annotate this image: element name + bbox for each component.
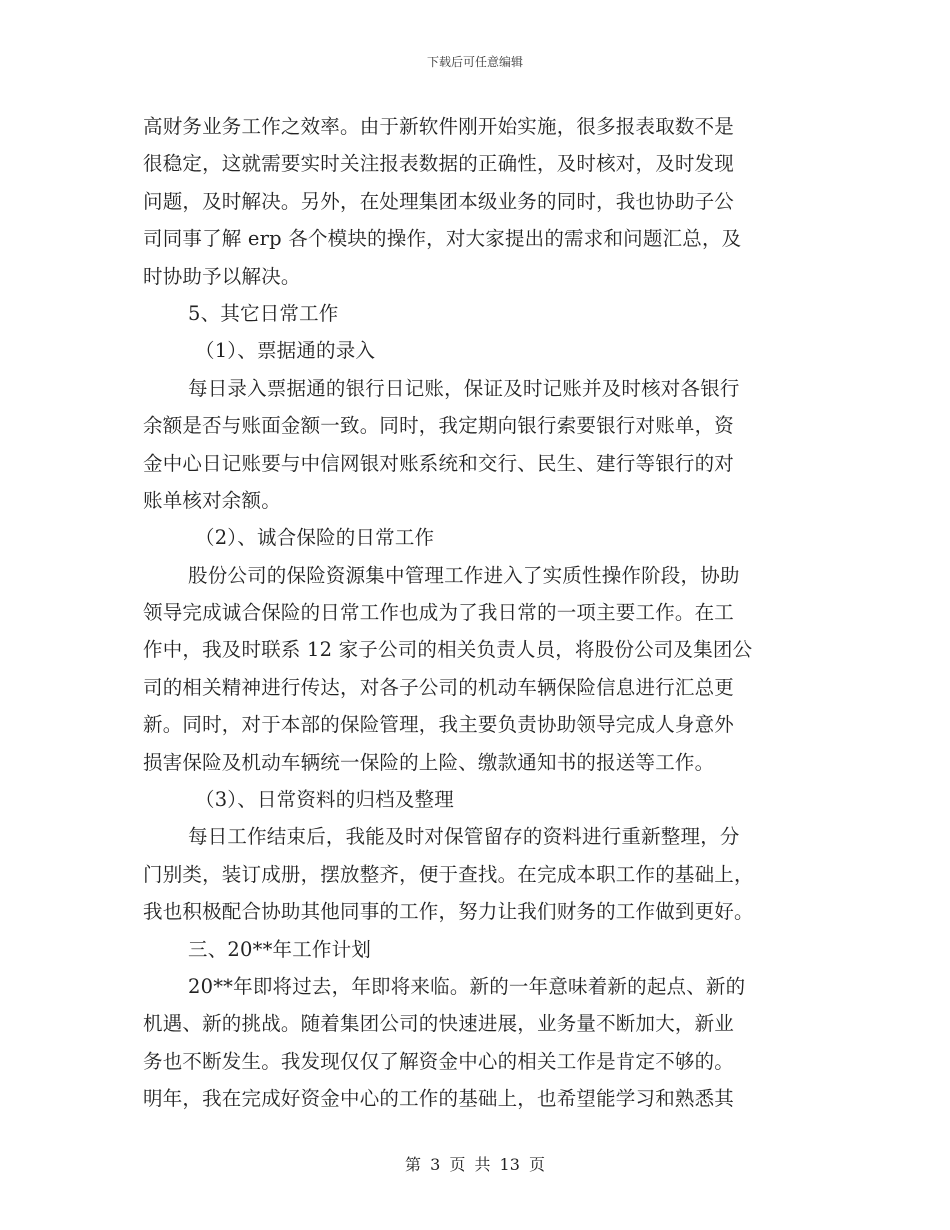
text-line: 领导完成诚合保险的日常工作也成为了我日常的一项主要工作。在工: [143, 601, 735, 625]
text-line: 每日工作结束后，我能及时对保管留存的资料进行重新整理，分: [188, 825, 740, 849]
text-line: 门别类，装订成册，摆放整齐，便于查找。在完成本职工作的基础上，: [143, 862, 754, 886]
text-line: 每日录入票据通的银行日记账，保证及时记账并及时核对各银行: [188, 376, 740, 400]
text-line: 很稳定，这就需要实时关注报表数据的正确性，及时核对，及时发现: [143, 152, 735, 176]
text-line: 机遇、新的挑战。随着集团公司的快速进展，业务量不断加大，新业: [143, 1012, 735, 1036]
text-line: 账单核对余额。: [143, 488, 281, 512]
text-line: 损害保险及机动车辆统一保险的上险、缴款通知书的报送等工作。: [143, 750, 715, 774]
text-line: 时协助予以解决。: [143, 264, 301, 288]
page-footer: 第 3 页 共 13 页: [405, 1155, 545, 1174]
text-line: （2）、诚合保险的日常工作: [195, 526, 435, 550]
page-header: 下载后可任意编辑: [426, 55, 523, 69]
text-line: 司的相关精神进行传达，对各子公司的机动车辆保险信息进行汇总更: [143, 675, 735, 699]
text-line: 新。同时，对于本部的保险管理，我主要负责协助领导完成人身意外: [143, 713, 735, 737]
text-line: （1）、票据通的录入: [195, 339, 376, 363]
text-line: 我也积极配合协助其他同事的工作，努力让我们财务的工作做到更好。: [143, 900, 754, 924]
text-line: 20**年即将过去，年即将来临。新的一年意味着新的起点、新的: [188, 974, 746, 998]
text-line: 问题，及时解决。另外，在处理集团本级业务的同时，我也协助子公: [143, 189, 735, 213]
text-line: 三、20**年工作计划: [188, 937, 372, 961]
text-line: 司同事了解 erp 各个模块的操作，对大家提出的需求和问题汇总，及: [143, 227, 742, 251]
text-line: 务也不断发生。我发现仅仅了解资金中心的相关工作是肯定不够的。: [143, 1049, 735, 1073]
text-line: 股份公司的保险资源集中管理工作进入了实质性操作阶段，协助: [188, 563, 740, 587]
text-line: 余额是否与账面金额一致。同时，我定期向银行索要银行对账单，资: [143, 414, 735, 438]
text-line: （3）、日常资料的归档及整理: [195, 788, 454, 812]
document-body: [143, 108, 813, 1118]
text-line: 金中心日记账要与中信网银对账系统和交行、民生、建行等银行的对: [143, 451, 735, 475]
text-line: 高财务业务工作之效率。由于新软件刚开始实施，很多报表取数不是: [143, 115, 735, 138]
text-line: 5、其它日常工作: [188, 301, 339, 325]
text-line: 明年，我在完成好资金中心的工作的基础上，也希望能学习和熟悉其: [143, 1087, 735, 1111]
text-line: 作中，我及时联系 12 家子公司的相关负责人员，将股份公司及集团公: [143, 638, 753, 662]
